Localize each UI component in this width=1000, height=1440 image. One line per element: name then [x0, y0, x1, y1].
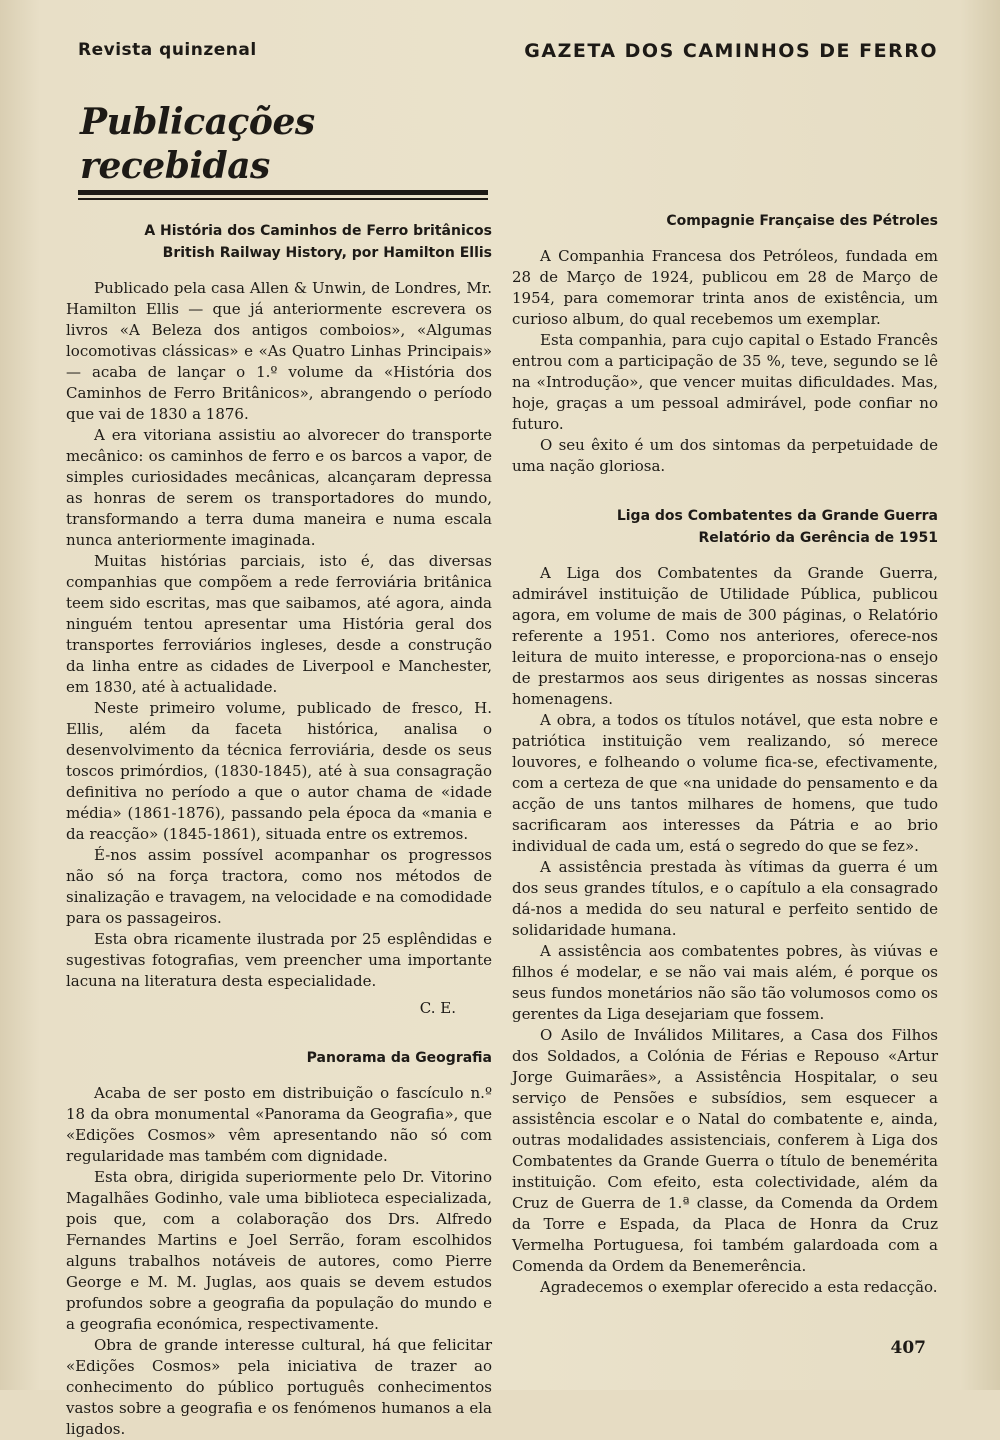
article-compagnie-francaise-des-petroles — [512, 210, 938, 477]
article-heading: A História dos Caminhos de Ferro britânicos — [144, 223, 492, 239]
article-paragraph: A obra, a todos os títulos notável, que esta nobre e patriótica instituição vem realizando, só merece louvores, e folheando o volume fica-se, efectivamente, com a certeza de que «na unidade do pensamento e da acção de uns tantos milhares de homens, que tudo sacrificaram aos interesses da Pátria e ao brio individual de cada um, está o segredo do que se fez». — [512, 711, 938, 855]
article-paragraph: É-nos assim possível acompanhar os progressos não só na força tractora, como nos métodos de sinalização e travagem, na velocidade e na comodidade para os passageiros. — [66, 846, 492, 927]
article-british-railway-history — [66, 220, 492, 1019]
article-panorama-da-geografia — [66, 1047, 492, 1440]
article-paragraph: Muitas histórias parciais, isto é, das diversas companhias que compõem a rede ferroviária britânica teem sido escritas, mas que saibamos, até agora, ainda ninguém tentou apresentar uma História geral dos transportes ferroviários ingleses, desde a construção da linha entre as cidades de Liverpool e Manchester, em 1830, até à actualidade. — [66, 552, 492, 696]
title-rule-thin — [78, 198, 488, 200]
article-paragraph: O seu êxito é um dos sintomas da perpetuidade de uma nação gloriosa. — [512, 436, 938, 475]
running-header-left: Revista quinzenal — [78, 40, 257, 60]
right-column — [512, 100, 938, 1298]
article-liga-dos-combatentes — [512, 505, 938, 1298]
article-paragraph: Publicado pela casa Allen & Unwin, de Londres, Mr. Hamilton Ellis — que já anteriormente escrevera os livros «A Beleza dos antigos comboios», «Algumas locomotivas clássicas» e «As Quatro Linhas Principais» — acaba de lançar o 1.º volume da «História dos Caminhos de Ferro Britânicos», abrangendo o período que vai de 1830 a 1876. — [66, 279, 492, 423]
article-paragraph: Esta obra, dirigida superiormente pelo Dr. Vitorino Magalhães Godinho, vale uma biblioteca especializada, pois que, com a colaboração dos Drs. Alfredo Fernandes Martins e Joel Serrão, foram escolhidos alguns trabalhos notáveis de autores, como Pierre George e M. M. Juglas, aos quais se devem estudos profundos sobre a geografia da população do mundo e a geografia económica, respectivamente. — [66, 1168, 492, 1333]
article-heading: Panorama da Geografia — [306, 1050, 492, 1066]
article-heading: Liga dos Combatentes da Grande Guerra — [616, 508, 938, 524]
article-paragraph: Agradecemos o exemplar oferecido a esta redacção. — [540, 1278, 938, 1296]
article-paragraph: A assistência aos combatentes pobres, às viúvas e filhos é modelar, e se não vai mais além, é porque os seus fundos monetários não são tão volumosos como os gerentes da Liga desejariam que fossem. — [512, 942, 938, 1023]
article-paragraph: Obra de grande interesse cultural, há que felicitar «Edições Cosmos» pela iniciativa de trazer ao conhecimento do público português conhecimentos vastos sobre a geografia e os fenómenos humanos a ela ligados. — [66, 1336, 492, 1438]
article-paragraph: Esta companhia, para cujo capital o Estado Francês entrou com a participação de 35 %, teve, segundo se lê na «Introdução», que vencer muitas dificuldades. Mas, hoje, graças a um pessoal admirável, pode confiar no futuro. — [512, 331, 938, 433]
article-paragraph: Acaba de ser posto em distribuição o fascículo n.º 18 da obra monumental «Panorama da Geografia», que «Edições Cosmos» vêm apresentando não só com regularidade mas também com dignidade. — [66, 1084, 492, 1165]
article-paragraph: O Asilo de Inválidos Militares, a Casa dos Filhos dos Soldados, a Colónia de Férias e Repouso «Artur Jorge Guimarães», a Assistência Hospitalar, o seu serviço de Pensões e subsídios, sem esquecer a assistência escolar e o Natal do combatente e, ainda, outras modalidades assistenciais, conferem à Liga dos Combatentes da Grande Guerra o título de benemérita instituição. Com efeito, esta colectividade, além da Cruz de Guerra de 1.ª classe, da Comenda da Ordem da Torre e Espada, da Placa de Honra da Cruz Vermelha Portuguesa, foi também galardoada com a Comenda da Ordem da Benemerência. — [512, 1026, 938, 1275]
running-header-right: GAZETA DOS CAMINHOS DE FERRO — [524, 40, 938, 62]
article-paragraph: A Liga dos Combatentes da Grande Guerra, admirável instituição de Utilidade Pública, publicou agora, em volume de mais de 300 páginas, o Relatório referente a 1951. Como nos anteriores, oferece-nos leitura de muito interesse, e proporciona-nas o ensejo de prestarmos aos seus dirigentes as nossas sinceras homenagens. — [512, 564, 938, 708]
article-paragraph: Neste primeiro volume, publicado de fresco, H. Ellis, além da faceta histórica, analisa o desenvolvimento da técnica ferroviária, desde os seus toscos primórdios, (1830-1845), até à sua consagração definitiva no período a que o autor chama de «idade média» (1861-1876), passando pela época da «mania e da reacção» (1845-1861), situada entre os extremos. — [66, 699, 492, 843]
article-paragraph: A era vitoriana assistiu ao alvorecer do transporte mecânico: os caminhos de ferro e os barcos a vapor, de simples curiosidades mecânicas, alcançaram depressa as honras de serem os transportadores do mundo, transformando a terra duma maneira e numa escala nunca anteriormente imaginada. — [66, 426, 492, 549]
article-paragraph: A assistência prestada às vítimas da guerra é um dos seus grandes títulos, e o capítulo a ela consagrado dá-nos a medida do seu natural e perfeito sentido de solidaridade humana. — [512, 858, 938, 939]
article-heading: Compagnie Française des Pétroles — [666, 213, 938, 229]
article-paragraph: Esta obra ricamente ilustrada por 25 esplêndidas e sugestivas fotografias, vem preencher uma importante lacuna na literatura desta especialidade. — [66, 930, 492, 990]
article-subheading: Relatório da Gerência de 1951 — [698, 530, 938, 546]
section-title: Publicações recebidas — [80, 101, 315, 187]
article-paragraph: A Companhia Francesa dos Petróleos, fundada em 28 de Março de 1924, publicou em 28 de Março de 1954, para comemorar trinta anos de existência, um curioso album, do qual recebemos um exemplar. — [512, 247, 938, 328]
article-signature: C. E. — [419, 999, 456, 1017]
title-rule — [78, 190, 488, 195]
article-subheading: British Railway History, por Hamilton Ellis — [162, 245, 492, 261]
left-column — [66, 100, 492, 1440]
page-number: 407 — [890, 1338, 926, 1358]
